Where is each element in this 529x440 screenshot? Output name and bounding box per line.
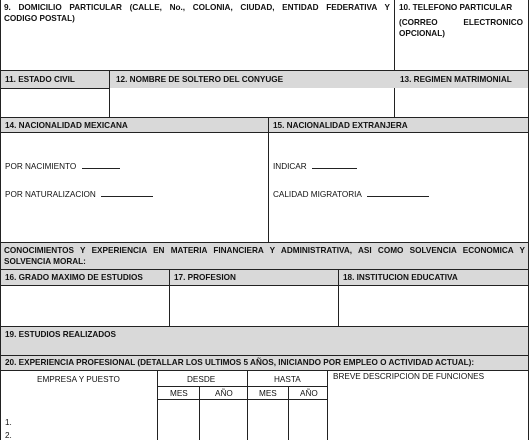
regimen-label: 13. REGIMEN MATRIMONIAL — [400, 75, 512, 84]
domicilio-label-line1: 9. DOMICILIO PARTICULAR (CALLE, No., COLONIA, CIUDAD, ENTIDAD FEDERATIVA Y — [4, 3, 390, 12]
por-naturalizacion-field[interactable] — [5, 189, 153, 200]
por-nacimiento-blank[interactable] — [82, 161, 120, 169]
estado-civil-field[interactable] — [1, 89, 109, 116]
divider — [327, 370, 328, 440]
nac-mexicana-label: 14. NACIONALIDAD MEXICANA — [5, 121, 128, 130]
indicar-blank[interactable] — [312, 161, 357, 169]
nombre-soltero-label: 12. NOMBRE DE SOLTERO DEL CONYUGE — [116, 75, 284, 84]
hasta-header: HASTA — [274, 375, 301, 384]
por-naturalizacion-blank[interactable] — [101, 189, 153, 197]
nac-extranjera-label: 15. NACIONALIDAD EXTRANJERA — [273, 121, 408, 130]
conocimientos-label-line2: SOLVENCIA MORAL: — [4, 257, 86, 266]
institucion-label: 18. INSTITUCION EDUCATIVA — [343, 273, 458, 282]
estado-civil-label: 11. ESTADO CIVIL — [5, 75, 75, 84]
experiencia-label: 20. EXPERIENCIA PROFESIONAL (DETALLAR LOS ULTIMOS 5 AÑOS, INICIANDO POR EMPLEO O ACTIVIDAD ACTUAL): — [5, 358, 475, 367]
conocimientos-label-line1: CONOCIMIENTOS Y EXPERIENCIA EN MATERIA FINANCIERA Y ADMINISTRATIVA, ASI COMO SOLVENCIA ECONOMICA Y — [4, 246, 525, 255]
table-row[interactable]: 2. — [5, 431, 12, 440]
hasta-anio-header: AÑO — [300, 389, 318, 398]
table-row[interactable]: 1. — [5, 418, 12, 427]
indicar-label: INDICAR — [273, 162, 307, 171]
telefono-label-line3: OPCIONAL) — [399, 29, 445, 38]
divider — [199, 386, 200, 440]
divider — [0, 269, 529, 270]
por-nacimiento-field[interactable] — [5, 161, 120, 172]
regimen-field[interactable] — [395, 89, 528, 116]
institucion-field[interactable] — [339, 286, 528, 325]
empresa-header: EMPRESA Y PUESTO — [37, 375, 120, 384]
indicar-field[interactable] — [273, 161, 357, 172]
grado-field[interactable] — [1, 286, 169, 325]
nombre-soltero-field[interactable] — [110, 89, 394, 116]
divider — [157, 370, 158, 440]
divider — [268, 117, 269, 242]
profesion-label: 17. PROFESION — [174, 273, 236, 282]
por-nacimiento-label: POR NACIMIENTO — [5, 162, 77, 171]
divider — [157, 386, 328, 387]
divider — [0, 70, 529, 71]
profesion-field[interactable] — [170, 286, 338, 325]
estudios-label: 19. ESTUDIOS REALIZADOS — [5, 330, 117, 339]
divider — [288, 386, 289, 440]
desde-anio-header: AÑO — [215, 389, 233, 398]
telefono-label-line1: 10. TELEFONO PARTICULAR — [399, 3, 513, 12]
desde-mes-header: MES — [170, 389, 188, 398]
calidad-migratoria-field[interactable] — [273, 189, 429, 200]
breve-header: BREVE DESCRIPCION DE FUNCIONES — [333, 372, 485, 381]
divider — [157, 399, 328, 400]
grado-label: 16. GRADO MAXIMO DE ESTUDIOS — [5, 273, 143, 282]
divider — [247, 370, 248, 440]
domicilio-label-line2: CODIGO POSTAL) — [4, 14, 75, 23]
divider — [0, 132, 529, 133]
por-naturalizacion-label: POR NATURALIZACION — [5, 190, 96, 199]
hasta-mes-header: MES — [259, 389, 277, 398]
desde-header: DESDE — [187, 375, 216, 384]
telefono-label-line2: (CORREO ELECTRONICO — [399, 18, 523, 27]
calidad-migratoria-label: CALIDAD MIGRATORIA — [273, 190, 362, 199]
calidad-migratoria-blank[interactable] — [367, 189, 429, 197]
